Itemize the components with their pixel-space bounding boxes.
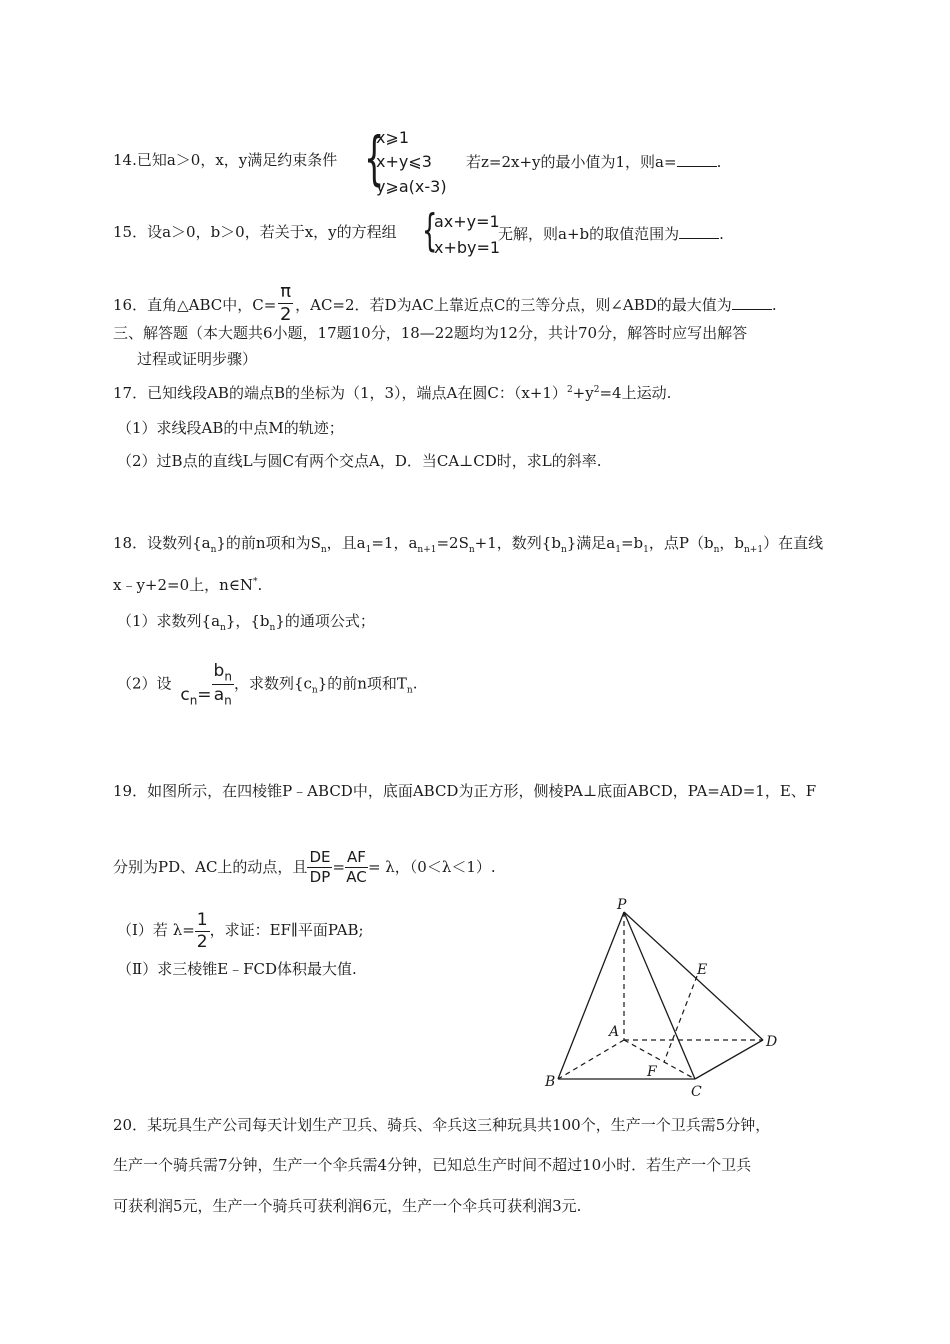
- q18-sub: n+1: [417, 545, 437, 555]
- q18-sub: n: [224, 693, 232, 708]
- q18-p2-a: （2）设: [117, 674, 172, 693]
- q15-text-before: 15．设a＞0，b＞0，若关于x，y的方程组: [113, 223, 397, 241]
- q18-t5: =2S: [436, 534, 469, 552]
- q19-de-dp-fraction: [307, 850, 332, 885]
- q18-t6: +1，数列{b: [474, 534, 561, 552]
- label-c: C: [691, 1084, 702, 1100]
- q19-p1-den: 2: [196, 932, 208, 952]
- q19-frac2-den: AC: [346, 868, 367, 886]
- q14-brace: {: [364, 124, 385, 192]
- q18-line2-sup: *: [253, 577, 258, 587]
- q19-stem-line-1: 19．如图所示，在四棱锥P﹣ABCD中，底面ABCD为正方形，侧棱PA⊥底面ABCD，PA=AD=1，E、F: [113, 782, 817, 800]
- q18-sub: n+1: [743, 545, 764, 555]
- q18-sub: n: [189, 693, 198, 708]
- q17-part-1: （1）求线段AB的中点M的轨迹；: [117, 419, 344, 437]
- q16-frac-den: 2: [279, 304, 292, 325]
- q18-c-term: [180, 687, 211, 706]
- q19-part-1: [117, 912, 364, 951]
- q19-l2-a: 分别为PD、AC上的动点，且: [113, 858, 308, 876]
- section-3-heading: 三、解答题（本大题共6小题，17题10分，18—22题均为12分，共计70分，解答时应写出解答: [113, 324, 748, 342]
- section-3-heading-cont: 过程或证明步骤）: [137, 350, 258, 368]
- q18-sub: n: [224, 669, 232, 684]
- q18-b: b: [213, 661, 225, 681]
- q18-t10: ，b: [719, 534, 744, 552]
- q19-p1-a: （Ⅰ）若 λ=: [117, 921, 195, 939]
- q16-angle-fraction: [278, 283, 293, 324]
- q18-t3: ，且a: [326, 534, 366, 552]
- q18-stem-line-1: [113, 536, 823, 555]
- q18-sub: 1: [643, 545, 649, 555]
- q17-stem-b: +y: [572, 384, 594, 402]
- edge-ab: [558, 1040, 624, 1079]
- q18-line2: x﹣y+2=0上，n∈N: [113, 576, 254, 594]
- q18-p2-e: .: [412, 674, 418, 693]
- q16-answer-blank: [732, 296, 772, 310]
- q18-c: c: [180, 685, 190, 706]
- q19-p1-b: ，求证：EF∥平面PAB;: [209, 921, 364, 939]
- q18-line2-end: .: [257, 576, 263, 594]
- q18-p2-b: ，求数列{c: [233, 674, 312, 693]
- q14-constraint-2: x+y⩽3: [376, 152, 432, 171]
- q18-sub: n: [210, 545, 217, 555]
- q17-stem-c: =4上运动.: [599, 384, 672, 402]
- q18-t11: ）在直线: [763, 534, 824, 552]
- q14-answer-blank: [677, 153, 717, 167]
- q15-answer-blank: [679, 225, 719, 239]
- q18-sub: n: [220, 623, 226, 633]
- q18-cn-fraction: [212, 663, 234, 707]
- q14-text-after: 若z=2x+y的最小值为1，则a=: [466, 153, 677, 171]
- q17-sup-1: 2: [566, 385, 573, 395]
- q18-sub: 1: [615, 545, 621, 555]
- q18-t8: =b: [620, 534, 644, 552]
- q15-end: .: [719, 225, 724, 243]
- label-f: F: [647, 1064, 657, 1080]
- q18-sub: n: [713, 545, 720, 555]
- label-a: A: [609, 1024, 620, 1040]
- q17-stem-a: 17．已知线段AB的端点B的坐标为（1，3），端点A在圆C：（x+1）: [113, 384, 567, 402]
- q19-eq: =: [332, 858, 346, 876]
- q18-sub: n: [320, 545, 327, 555]
- q18-p1-c: }的通项公式；: [275, 612, 375, 630]
- q14-stem: [113, 153, 337, 168]
- q18-frac-den: [212, 685, 234, 706]
- label-d: D: [766, 1034, 778, 1050]
- q15-stem: [113, 225, 397, 240]
- edge-pc: [624, 912, 695, 1079]
- q18-t9: ，点P（b: [648, 534, 714, 552]
- q19-stem-line-2: [113, 850, 496, 885]
- q18-sub: n: [269, 623, 276, 633]
- q14-end: .: [716, 153, 722, 171]
- q18-part-2: [117, 663, 418, 707]
- q18-t7: }满足a: [566, 534, 616, 552]
- q15-equation-2: x+by=1: [434, 238, 501, 257]
- q15-brace: {: [422, 205, 438, 256]
- q18-sub: n: [468, 545, 475, 555]
- q18-frac-num: [212, 663, 234, 685]
- q19-af-ac-fraction: [345, 850, 368, 885]
- q19-part-2: （Ⅱ）求三棱锥E﹣FCD体积最大值.: [117, 960, 357, 978]
- q18-p2-d: }的前n项和T: [317, 674, 407, 693]
- edge-pb: [558, 912, 624, 1079]
- edge-pd: [624, 912, 763, 1040]
- q19-p1-num: 1: [196, 910, 208, 930]
- pyramid-figure: [535, 890, 795, 1100]
- q20-line-3: 可获利润5元，生产一个骑兵可获利润6元，生产一个伞兵可获利润3元.: [113, 1197, 582, 1215]
- q14-text-before: 14.已知a＞0，x，y满足约束条件: [113, 151, 338, 169]
- q19-frac1-den: DP: [309, 868, 331, 886]
- q16-text-after: ，AC=2．若D为AC上靠近点C的三等分点，则∠ABD的最大值为: [295, 296, 732, 314]
- q18-t4: =1，a: [371, 534, 418, 552]
- q16-end: .: [771, 296, 777, 314]
- q18-a: a: [213, 685, 225, 706]
- q18-t1: 18．设数列{a: [113, 534, 211, 552]
- q18-sub: n: [560, 545, 567, 555]
- q18-t2: }的前n项和为S: [216, 534, 321, 552]
- q17-stem: [113, 386, 671, 401]
- q18-eq: =: [197, 685, 212, 706]
- q15-condition: [498, 225, 724, 242]
- q20-line-1: 20．某玩具生产公司每天计划生产卫兵、骑兵、伞兵这三种玩具共100个，生产一个卫兵需5分钟，: [113, 1116, 771, 1134]
- q18-p1-b: }，{b: [225, 612, 270, 630]
- label-p: P: [617, 897, 627, 913]
- q18-sub: n: [406, 685, 413, 696]
- q18-p1-a: （1）求数列{a: [117, 612, 221, 630]
- q18-sub: 1: [365, 545, 372, 555]
- q14-constraint-1: x⩾1: [376, 128, 410, 147]
- q17-part-2: （2）过B点的直线L与圆C有两个交点A，D．当CA⊥CD时，求L的斜率.: [117, 452, 602, 470]
- q18-sub: n: [311, 685, 318, 696]
- edge-cd: [695, 1040, 763, 1079]
- q16-frac-num: π: [280, 281, 292, 302]
- q16-stem: [113, 283, 777, 324]
- q18-part-1: [117, 614, 375, 633]
- edge-ac: [624, 1040, 695, 1079]
- q18-stem-line-2: [113, 578, 262, 593]
- q19-frac2-num: AF: [347, 848, 366, 866]
- q15-text-after: 无解，则a+b的取值范围为: [498, 225, 680, 243]
- q15-equation-1: ax+y=1: [434, 212, 500, 231]
- label-e: E: [697, 962, 708, 978]
- q14-constraint-3: y⩾a(x-3): [376, 177, 447, 196]
- q20-line-2: 生产一个骑兵需7分钟，生产一个伞兵需4分钟，已知总生产时间不超过10小时．若生产一个卫兵: [113, 1156, 752, 1174]
- q17-sup-2: 2: [593, 385, 600, 395]
- q16-text-before: 16．直角△ABC中，C=: [113, 296, 277, 314]
- q19-l2-b: = λ，（0＜λ＜1）.: [367, 858, 496, 876]
- q19-half-fraction: [195, 912, 210, 951]
- q19-frac1-num: DE: [309, 848, 331, 866]
- q14-condition: [466, 153, 721, 170]
- label-b: B: [545, 1074, 556, 1090]
